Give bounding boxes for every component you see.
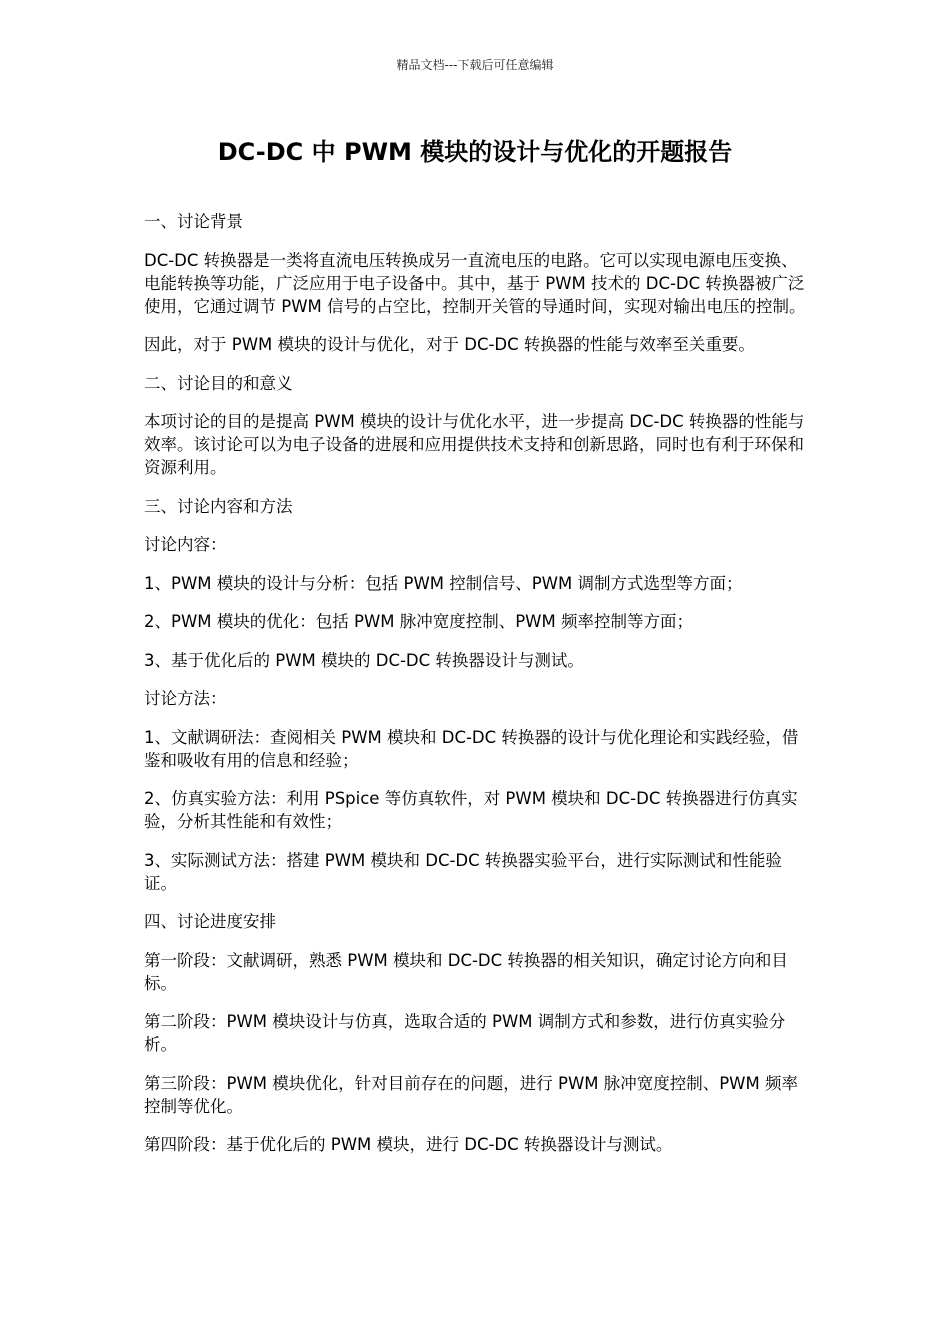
list-item-method-2: 2、仿真实验方法：利用 PSpice 等仿真软件，对 PWM 模块和 DC-DC 转换器进行仿真实验，分析其性能和有效性； [144,789,798,831]
list-item-method-1: 1、文献调研法：查阅相关 PWM 模块和 DC-DC 转换器的设计与优化理论和实践经验，借鉴和吸收有用的信息和经验； [144,727,799,770]
section-heading-schedule: 四、讨论进度安排 [144,912,276,931]
section-heading-background: 一、讨论背景 [144,212,243,231]
paragraph-background: DC-DC 转换器是一类将直流电压转换成另一直流电压的电路。它可以实现电源电压变换、电能转换等功能，广泛应用于电子设备中。其中，基于 PWM 技术的 DC-DC 转换器被广泛使用，它通过调节 PWM 信号的占空比，控制开关管的导通时间，实现对输出电压的控制。 [144,250,806,316]
list-item-content-1: 1、PWM 模块的设计与分析：包括 PWM 控制信号、PWM 调制方式选型等方面； [144,573,743,593]
list-item-method-3: 3、实际测试方法：搭建 PWM 模块和 DC-DC 转换器实验平台，进行实际测试和性能验证。 [144,850,782,893]
section-heading-content-methods: 三、讨论内容和方法 [144,496,293,516]
subheading-content: 讨论内容： [144,535,227,554]
schedule-stage-4: 第四阶段：基于优化后的 PWM 模块，进行 DC-DC 转换器设计与测试。 [144,1135,673,1154]
document-body [144,210,806,1172]
subheading-methods: 讨论方法： [144,689,227,708]
document-title: DC-DC 中 PWM 模块的设计与优化的开题报告 [217,138,733,166]
paragraph-importance: 因此，对于 PWM 模块的设计与优化，对于 DC-DC 转换器的性能与效率至关重要。 [144,335,755,354]
page-header: 精品文档---下载后可任意编辑 [396,58,554,72]
schedule-stage-1: 第一阶段：文献调研，熟悉 PWM 模块和 DC-DC 转换器的相关知识，确定讨论方向和目标。 [144,950,788,993]
schedule-stage-2: 第二阶段：PWM 模块设计与仿真，选取合适的 PWM 调制方式和参数，进行仿真实验分析。 [144,1012,786,1054]
list-item-content-2: 2、PWM 模块的优化：包括 PWM 脉冲宽度控制、PWM 频率控制等方面； [144,612,693,631]
paragraph-purpose: 本项讨论的目的是提高 PWM 模块的设计与优化水平，进一步提高 DC-DC 转换器的性能与效率。该讨论可以为电子设备的进展和应用提供技术支持和创新思路，同时也有利于环保和资源利用。 [144,412,805,477]
list-item-content-3: 3、基于优化后的 PWM 模块的 DC-DC 转换器设计与测试。 [144,650,584,670]
section-heading-purpose: 二、讨论目的和意义 [144,373,293,393]
schedule-stage-3: 第三阶段：PWM 模块优化，针对目前存在的问题，进行 PWM 脉冲宽度控制、PWM 频率控制等优化。 [144,1073,798,1116]
